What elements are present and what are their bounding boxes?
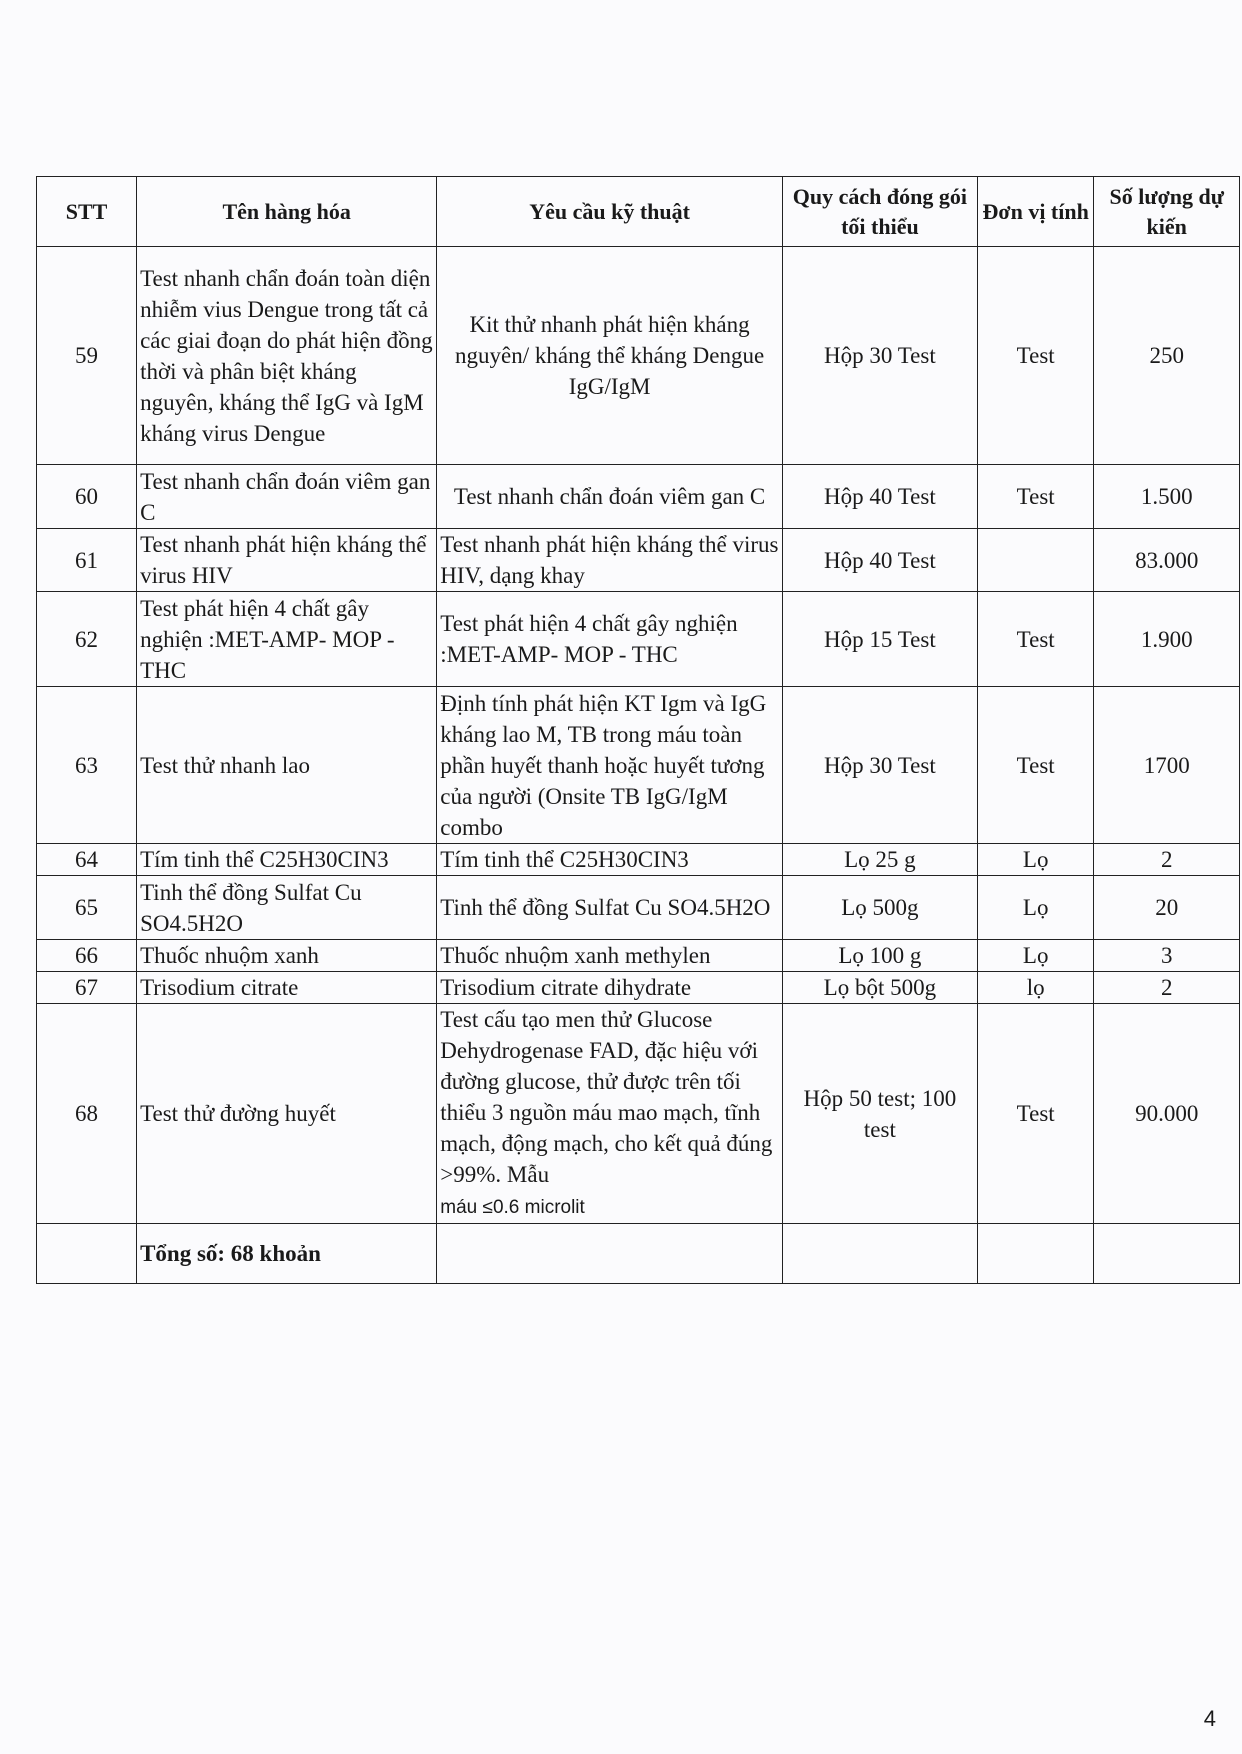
cell-unit: Test bbox=[977, 687, 1094, 844]
cell-spec: Kit thử nhanh phát hiện kháng nguyên/ kháng thể kháng Dengue IgG/IgM bbox=[437, 247, 783, 465]
cell-spec: Tinh thể đồng Sulfat Cu SO4.5H2O bbox=[437, 876, 783, 940]
cell-empty bbox=[437, 1224, 783, 1284]
header-pack: Quy cách đóng gói tối thiểu bbox=[782, 177, 977, 247]
cell-name: Tím tinh thể C25H30CIN3 bbox=[137, 844, 437, 876]
cell-name: Test phát hiện 4 chất gây nghiện :MET-AMP- MOP - THC bbox=[137, 592, 437, 687]
cell-qty: 1700 bbox=[1094, 687, 1240, 844]
cell-pack: Hộp 40 Test bbox=[782, 465, 977, 529]
cell-qty: 1.900 bbox=[1094, 592, 1240, 687]
cell-unit: Lọ bbox=[977, 940, 1094, 972]
cell-pack: Hộp 40 Test bbox=[782, 529, 977, 592]
cell-qty: 1.500 bbox=[1094, 465, 1240, 529]
table-row bbox=[37, 687, 1240, 844]
cell-pack: Lọ 100 g bbox=[782, 940, 977, 972]
cell-name: Test nhanh phát hiện kháng thể virus HIV bbox=[137, 529, 437, 592]
cell-empty bbox=[782, 1224, 977, 1284]
cell-qty: 2 bbox=[1094, 972, 1240, 1004]
cell-name: Test thử nhanh lao bbox=[137, 687, 437, 844]
cell-name: Test nhanh chẩn đoán viêm gan C bbox=[137, 465, 437, 529]
table-row bbox=[37, 972, 1240, 1004]
cell-empty bbox=[977, 1224, 1094, 1284]
cell-unit: Test bbox=[977, 465, 1094, 529]
cell-stt: 65 bbox=[37, 876, 137, 940]
cell-stt: 59 bbox=[37, 247, 137, 465]
cell-stt: 64 bbox=[37, 844, 137, 876]
cell-name: Thuốc nhuộm xanh bbox=[137, 940, 437, 972]
cell-stt: 68 bbox=[37, 1004, 137, 1224]
cell-stt: 67 bbox=[37, 972, 137, 1004]
cell-unit: lọ bbox=[977, 972, 1094, 1004]
goods-table bbox=[36, 176, 1240, 1284]
cell-spec bbox=[437, 1004, 783, 1224]
cell-unit: Test bbox=[977, 592, 1094, 687]
header-name: Tên hàng hóa bbox=[137, 177, 437, 247]
cell-spec-note: máu ≤0.6 microlit bbox=[440, 1197, 585, 1218]
cell-stt: 61 bbox=[37, 529, 137, 592]
header-unit: Đơn vị tính bbox=[977, 177, 1094, 247]
cell-pack: Hộp 30 Test bbox=[782, 687, 977, 844]
header-qty: Số lượng dự kiến bbox=[1094, 177, 1240, 247]
cell-stt: 60 bbox=[37, 465, 137, 529]
cell-pack: Lọ 500g bbox=[782, 876, 977, 940]
cell-qty: 250 bbox=[1094, 247, 1240, 465]
cell-name: Tinh thể đồng Sulfat Cu SO4.5H2O bbox=[137, 876, 437, 940]
cell-stt: 63 bbox=[37, 687, 137, 844]
cell-spec: Test nhanh phát hiện kháng thể virus HIV, dạng khay bbox=[437, 529, 783, 592]
table-row bbox=[37, 876, 1240, 940]
table-header-row bbox=[37, 177, 1240, 247]
cell-spec: Test phát hiện 4 chất gây nghiện :MET-AMP- MOP - THC bbox=[437, 592, 783, 687]
table-row bbox=[37, 247, 1240, 465]
cell-pack: Lọ 25 g bbox=[782, 844, 977, 876]
cell-qty: 83.000 bbox=[1094, 529, 1240, 592]
table-row bbox=[37, 1004, 1240, 1224]
cell-spec-text: Test cấu tạo men thử Glucose Dehydrogenase FAD, đặc hiệu với đường glucose, thử được trên tối thiểu 3 nguồn máu mao mạch, tĩnh mạch, động mạch, cho kết quả đúng >99%. Mẫu bbox=[440, 1007, 773, 1187]
cell-pack: Hộp 30 Test bbox=[782, 247, 977, 465]
cell-qty: 90.000 bbox=[1094, 1004, 1240, 1224]
cell-spec: Trisodium citrate dihydrate bbox=[437, 972, 783, 1004]
cell-unit: Lọ bbox=[977, 844, 1094, 876]
total-label: Tổng số: 68 khoản bbox=[137, 1224, 437, 1284]
cell-name: Test nhanh chẩn đoán toàn diện nhiễm vius Dengue trong tất cả các giai đoạn do phát hiện đồng thời và phân biệt kháng nguyên, kháng thể IgG và IgM kháng virus Dengue bbox=[137, 247, 437, 465]
cell-unit: Test bbox=[977, 1004, 1094, 1224]
table-row bbox=[37, 529, 1240, 592]
cell-empty bbox=[1094, 1224, 1240, 1284]
cell-unit: Lọ bbox=[977, 876, 1094, 940]
table-row bbox=[37, 592, 1240, 687]
header-spec: Yêu cầu kỹ thuật bbox=[437, 177, 783, 247]
cell-spec: Test nhanh chẩn đoán viêm gan C bbox=[437, 465, 783, 529]
table-row bbox=[37, 465, 1240, 529]
cell-name: Trisodium citrate bbox=[137, 972, 437, 1004]
cell-pack: Lọ bột 500g bbox=[782, 972, 977, 1004]
table-row bbox=[37, 844, 1240, 876]
cell-qty: 20 bbox=[1094, 876, 1240, 940]
cell-spec: Thuốc nhuộm xanh methylen bbox=[437, 940, 783, 972]
cell-qty: 3 bbox=[1094, 940, 1240, 972]
table-row bbox=[37, 940, 1240, 972]
cell-empty bbox=[37, 1224, 137, 1284]
cell-spec: Tím tinh thể C25H30CIN3 bbox=[437, 844, 783, 876]
cell-name: Test thử đường huyết bbox=[137, 1004, 437, 1224]
cell-pack: Hộp 50 test; 100 test bbox=[782, 1004, 977, 1224]
total-row bbox=[37, 1224, 1240, 1284]
cell-unit bbox=[977, 529, 1094, 592]
cell-qty: 2 bbox=[1094, 844, 1240, 876]
page-number: 4 bbox=[1203, 1706, 1216, 1731]
cell-spec: Định tính phát hiện KT Igm và IgG kháng lao M, TB trong máu toàn phần huyết thanh hoặc huyết tương của người (Onsite TB IgG/IgM combo bbox=[437, 687, 783, 844]
cell-pack: Hộp 15 Test bbox=[782, 592, 977, 687]
cell-stt: 66 bbox=[37, 940, 137, 972]
header-stt: STT bbox=[37, 177, 137, 247]
cell-unit: Test bbox=[977, 247, 1094, 465]
cell-stt: 62 bbox=[37, 592, 137, 687]
